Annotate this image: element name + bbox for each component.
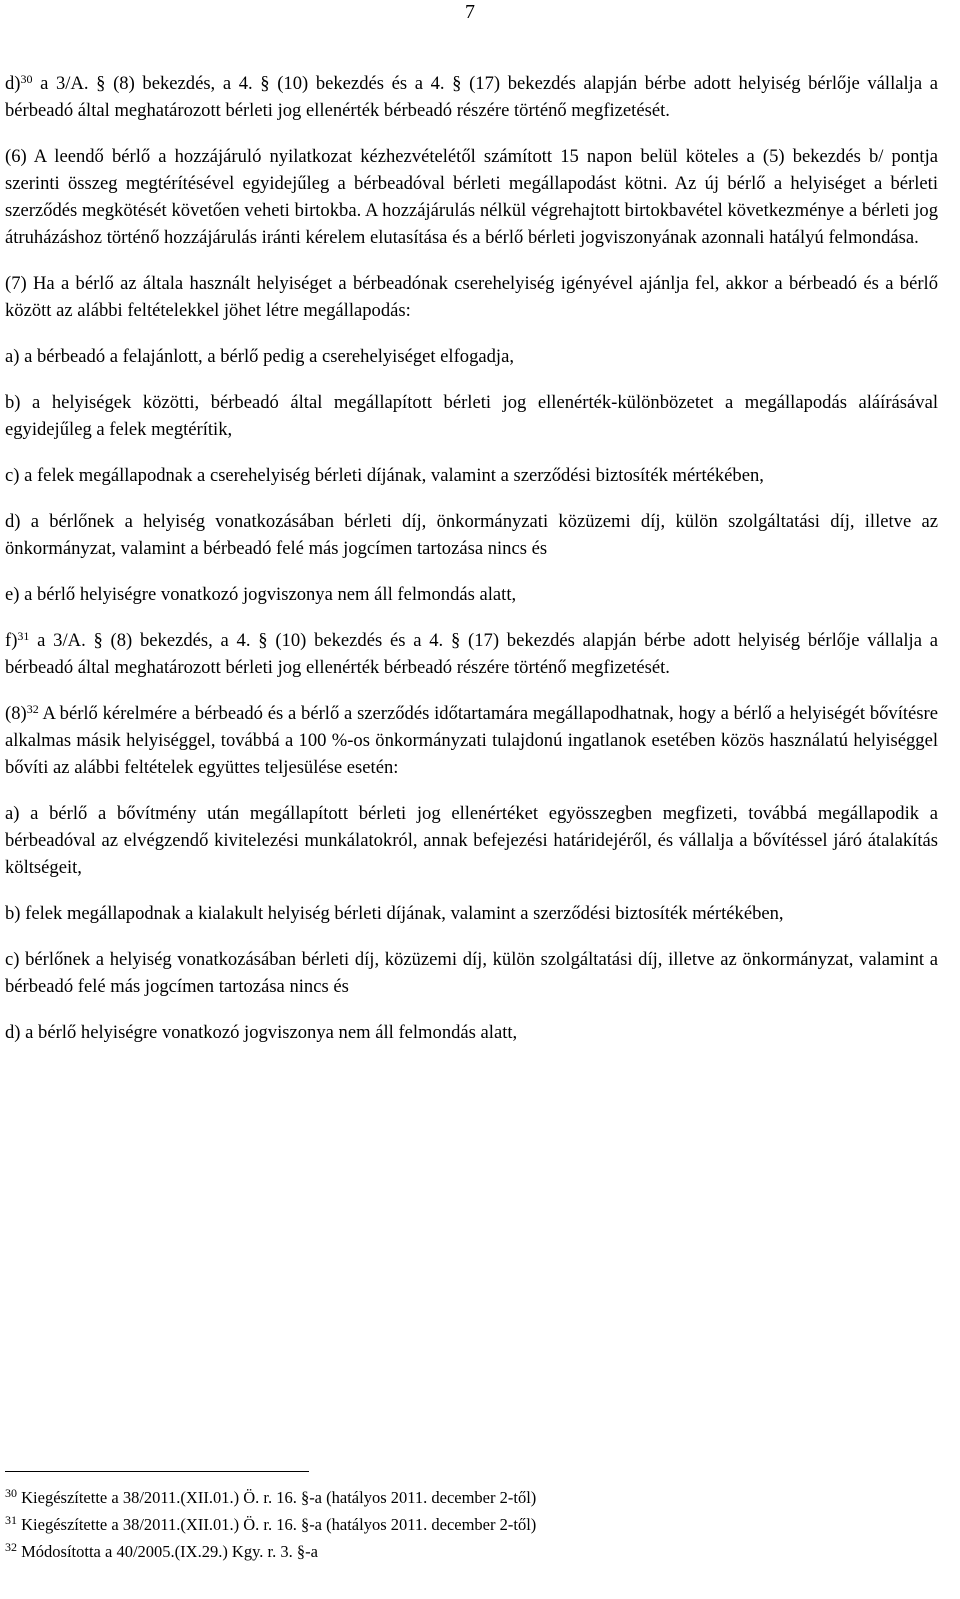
item-marker: d) — [5, 73, 21, 94]
paragraph-text: A bérlő kérelmére a bérbeadó és a bérlő a szerződés időtartamára megállapodhatnak, hogy a bérlő a helyiségét bővítésre alkalmas másik helyiséggel, továbbá a 100 %-os önkormányzati tulajdonú ingatlanok esetében közös használatú helyiséggel bővíti az alábbi feltételek együttes teljesülése esetén: — [5, 703, 938, 778]
footnote-ref: 32 — [26, 702, 39, 716]
item-marker: (8) — [5, 703, 27, 724]
footnote-text: Kiegészítette a 38/2011.(XII.01.) Ö. r. 16. §-a (hatályos 2011. december 2-től) — [17, 1488, 537, 1507]
paragraph-text: e) a bérlő helyiségre vonatkozó jogviszonya nem áll felmondás alatt, — [5, 584, 517, 605]
paragraph-text: b) a helyiségek közötti, bérbeadó által megállapított bérleti jog ellenérték-különbözetet a megállapodás aláírásával egyidejűleg a felek megtérítik, — [5, 392, 938, 440]
paragraph-text: d) a bérlő helyiségre vonatkozó jogviszonya nem áll felmondás alatt, — [5, 1022, 518, 1043]
paragraph-text: a 3/A. § (8) bekezdés, a 4. § (10) bekezdés és a 4. § (17) bekezdés alapján bérbe adott helyiség bérlője vállalja a bérbeadó által meghatározott bérleti jog ellenérték bérbeadó részére történő megfizetését. — [5, 630, 938, 678]
paragraph-7-c — [5, 462, 938, 489]
footnote-number: 32 — [5, 1540, 17, 1554]
paragraph-7-d — [5, 508, 938, 562]
paragraph-7-b — [5, 389, 938, 443]
paragraph-8 — [5, 700, 938, 781]
paragraph-d-30 — [5, 70, 938, 124]
footnote-text: Kiegészítette a 38/2011.(XII.01.) Ö. r. 16. §-a (hatályos 2011. december 2-től) — [17, 1515, 537, 1534]
footnote-ref: 31 — [17, 629, 30, 643]
paragraph-8-a — [5, 800, 938, 881]
paragraph-text: a) a bérlő a bővítmény után megállapított bérleti jog ellenértéket egyösszegben megfizeti, továbbá megállapodik a bérbeadóval az elvégzendő kivitelezési munkálatokról, annak befejezési határidejéről, és vállalja a bővítéssel járó átalakítás költségeit, — [5, 803, 938, 878]
paragraph-text: a) a bérbeadó a felajánlott, a bérlő pedig a cserehelyiséget elfogadja, — [5, 346, 515, 367]
footnote-ref: 30 — [20, 72, 33, 86]
item-marker: f) — [5, 630, 18, 651]
footnote-text: Módosította a 40/2005.(IX.29.) Kgy. r. 3. §-a — [17, 1542, 318, 1561]
document-body — [5, 70, 938, 1046]
footnotes — [5, 1484, 925, 1565]
footnote-32 — [5, 1538, 925, 1565]
paragraph-text: c) bérlőnek a helyiség vonatkozásában bérleti díj, közüzemi díj, külön szolgáltatási díj, illetve az önkormányzat, valamint a bérbeadó felé más jogcímen tartozása nincs és — [5, 949, 938, 997]
paragraph-6 — [5, 143, 938, 251]
paragraph-8-c — [5, 946, 938, 1000]
paragraph-7-e — [5, 581, 938, 608]
paragraph-8-b — [5, 900, 938, 927]
paragraph-text: b) felek megállapodnak a kialakult helyiség bérleti díjának, valamint a szerződési biztosíték mértékében, — [5, 903, 784, 924]
paragraph-text: (7) Ha a bérlő az általa használt helyiséget a bérbeadónak cserehelyiség igényével ajánlja fel, akkor a bérbeadó és a bérlő között az alábbi feltételekkel jöhet létre megállapodás: — [5, 273, 938, 321]
footnote-separator — [5, 1471, 309, 1472]
footnote-number: 31 — [5, 1513, 17, 1527]
paragraph-text: d) a bérlőnek a helyiség vonatkozásában bérleti díj, önkormányzati közüzemi díj, külön szolgáltatási díj, illetve az önkormányzat, valamint a bérbeadó felé más jogcímen tartozása nincs és — [5, 511, 938, 559]
paragraph-text: (6) A leendő bérlő a hozzájáruló nyilatkozat kézhezvételétől számított 15 napon belül köteles a (5) bekezdés b/ pontja szerinti összeg megtérítésével egyidejűleg a bérbeadóval bérleti megállapodást kötni. Az új bérlő a helyiséget a bérleti szerződés megkötését követően veheti birtokba. A hozzájárulás nélkül végrehajtott birtokbavétel következménye a bérleti jog átruházáshoz történő hozzájárulás iránti kérelem elutasítása és a bérlő bérleti jogviszonyának azonnali hatályú felmondása. — [5, 146, 938, 248]
paragraph-7-f — [5, 627, 938, 681]
footnote-31 — [5, 1511, 925, 1538]
paragraph-8-d — [5, 1019, 938, 1046]
page-number: 7 — [465, 1, 475, 23]
paragraph-text: c) a felek megállapodnak a cserehelyiség bérleti díjának, valamint a szerződési biztosíték mértékében, — [5, 465, 764, 486]
paragraph-7-a — [5, 343, 938, 370]
paragraph-7 — [5, 270, 938, 324]
footnote-30 — [5, 1484, 925, 1511]
footnote-number: 30 — [5, 1486, 17, 1500]
paragraph-text: a 3/A. § (8) bekezdés, a 4. § (10) bekezdés és a 4. § (17) bekezdés alapján bérbe adott helyiség bérlője vállalja a bérbeadó által meghatározott bérleti jog ellenérték bérbeadó részére történő megfizetését. — [5, 73, 938, 121]
